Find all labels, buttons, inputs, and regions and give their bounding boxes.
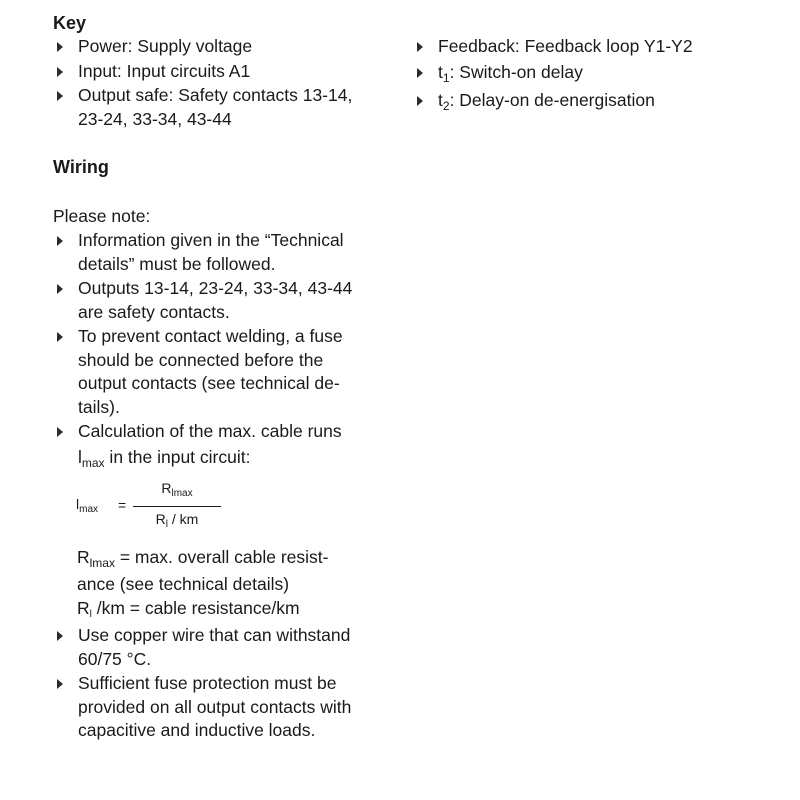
key-right-column xyxy=(413,35,773,115)
wiring-list-column-2 xyxy=(53,624,398,743)
wiring-item-line: provided on all output contacts with xyxy=(78,696,352,717)
key-item-feedback xyxy=(413,35,773,59)
calc-line-text: in the input circuit: xyxy=(104,446,251,467)
bullet-triangle-icon xyxy=(57,284,63,294)
t1-text: : Switch-on delay xyxy=(449,61,583,82)
formula-numerator xyxy=(141,480,213,499)
please-note-text: Please note: xyxy=(53,206,151,226)
key-item-line: Power: Supply voltage xyxy=(78,36,253,56)
wiring-list xyxy=(53,229,398,471)
bullet-triangle-icon xyxy=(417,68,423,78)
bullet-triangle-icon xyxy=(57,42,63,52)
key-item-line: Input: Input circuits A1 xyxy=(78,60,251,81)
key-item-power xyxy=(53,35,393,59)
def2-text: /km = cable resistance/km xyxy=(91,598,300,618)
formula-denominator xyxy=(133,511,221,530)
bullet-triangle-icon xyxy=(417,42,423,52)
wiring-item-line: details” must be followed. xyxy=(78,253,276,274)
bullet-triangle-icon xyxy=(57,427,63,437)
key-item-input xyxy=(53,60,393,84)
wiring-item-line: should be connected before the xyxy=(78,349,324,370)
bullet-triangle-icon xyxy=(57,91,63,101)
formula-fraction-bar xyxy=(133,506,221,507)
wiring-item-fuse-protection xyxy=(53,672,398,743)
key-item-t1 xyxy=(413,61,773,87)
t2-subscript: 2 xyxy=(442,99,450,113)
key-item-line: Output safe: Safety contacts 13-14, xyxy=(78,85,353,105)
wiring-list-2 xyxy=(53,624,398,743)
wiring-item-line xyxy=(78,446,398,472)
bullet-triangle-icon xyxy=(57,236,63,246)
wiring-item-line: Calculation of the max. cable runs xyxy=(78,421,342,441)
wiring-item-line: Information given in the “Technical xyxy=(78,230,344,250)
wiring-item-line: capacitive and inductive loads. xyxy=(78,720,316,740)
key-left-column xyxy=(53,35,393,131)
wiring-item-copper-wire xyxy=(53,624,398,671)
key-right-list xyxy=(413,35,773,115)
t1-symbol: t xyxy=(438,61,443,82)
formula-lhs-subscript: max xyxy=(79,504,99,515)
bullet-triangle-icon xyxy=(57,679,63,689)
wiring-list-column xyxy=(53,229,398,471)
bullet-triangle-icon xyxy=(57,332,63,342)
def2-symbol: R xyxy=(77,598,90,618)
wiring-item-cable-runs xyxy=(53,420,398,471)
wiring-item-line: are safety contacts. xyxy=(78,301,230,322)
lmax-symbol: l xyxy=(78,446,82,467)
formula-den-subscript: l xyxy=(165,519,168,530)
t1-subscript: 1 xyxy=(442,70,450,85)
key-heading: Key xyxy=(53,13,87,33)
wiring-item-contact-welding xyxy=(53,325,398,419)
wiring-item-line: To prevent contact welding, a fuse xyxy=(78,326,343,346)
def1-symbol: R xyxy=(77,547,90,567)
wiring-item-line: output contacts (see technical de- xyxy=(78,373,340,393)
lmax-subscript: max xyxy=(81,455,105,470)
key-left-list xyxy=(53,35,393,131)
wiring-item-line: 60/75 °C. xyxy=(78,648,152,669)
t2-symbol: t xyxy=(438,90,443,110)
formula-lhs xyxy=(76,496,99,515)
wiring-item-line: Outputs 13-14, 23-24, 33-34, 43-44 xyxy=(78,278,353,298)
def2-subscript: l xyxy=(89,609,92,620)
formula-den-symbol: R xyxy=(155,511,166,527)
bullet-triangle-icon xyxy=(417,96,423,106)
key-item-line: 23-24, 33-34, 43-44 xyxy=(78,108,232,129)
definition-rl xyxy=(77,597,300,624)
key-item-line: Feedback: Feedback loop Y1-Y2 xyxy=(438,36,693,56)
key-item-line xyxy=(438,89,773,115)
key-item-t2 xyxy=(413,89,773,115)
wiring-item-safety-contacts xyxy=(53,277,398,324)
wiring-item-line: tails). xyxy=(78,396,120,417)
wiring-heading: Wiring xyxy=(53,157,109,177)
definition-rlmax xyxy=(77,546,328,572)
bullet-triangle-icon xyxy=(57,67,63,77)
def1-subscript: lmax xyxy=(89,556,115,570)
formula-den-text: / km xyxy=(168,511,199,527)
cable-run-formula xyxy=(76,480,236,536)
formula-equals: = xyxy=(118,497,127,513)
t2-text: : Delay-on de-energisation xyxy=(449,90,655,110)
formula-lhs-symbol: l xyxy=(76,496,80,512)
def1-text: = max. overall cable resist- xyxy=(114,547,329,567)
wiring-item-line: Sufficient fuse protection must be xyxy=(78,673,337,693)
key-item-line xyxy=(438,61,773,87)
formula-num-symbol: R xyxy=(161,480,172,496)
definition-rlmax-line2: ance (see technical details) xyxy=(77,574,290,594)
wiring-item-technical-details xyxy=(53,229,398,276)
formula-num-subscript: lmax xyxy=(171,488,193,499)
bullet-triangle-icon xyxy=(57,631,63,641)
wiring-item-line: Use copper wire that can withstand xyxy=(78,625,351,645)
key-item-output-safe xyxy=(53,84,393,131)
